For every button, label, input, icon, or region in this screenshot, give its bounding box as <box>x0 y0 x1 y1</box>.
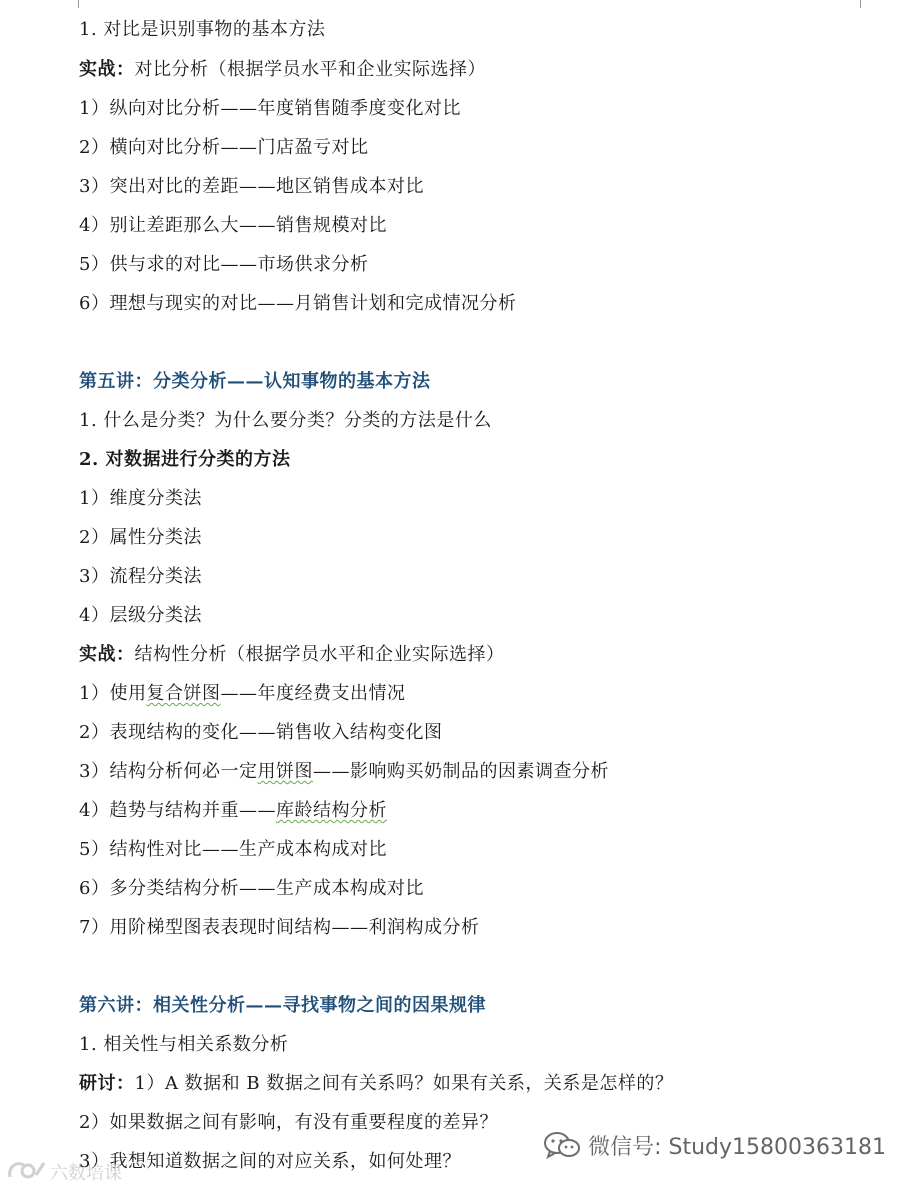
wechat-icon <box>542 1130 582 1160</box>
discussion-line <box>79 1070 673 1098</box>
section-heading-5: 第五讲：分类分析——认知事物的基本方法 <box>79 371 431 392</box>
wechat-id-text: 微信号: Study15800363181 <box>588 1134 886 1160</box>
discussion-text: 1）A 数据和 B 数据之间有关系吗？如果有关系，关系是怎样的？ <box>134 1073 674 1094</box>
list-item <box>79 797 387 825</box>
spellcheck-underlined-text: 复合饼图 <box>146 683 221 704</box>
practice-line <box>79 56 486 84</box>
practice-label: 实战： <box>79 644 135 665</box>
brand-watermark <box>6 1156 122 1188</box>
list-item: 4）别让差距那么大——销售规模对比 <box>79 215 387 236</box>
practice-text: 对比分析（根据学员水平和企业实际选择） <box>134 59 486 80</box>
list-item: 1. 相关性与相关系数分析 <box>79 1034 289 1055</box>
spellcheck-underlined-text: 用饼图 <box>257 761 313 782</box>
list-item: 4）层级分类法 <box>79 605 202 626</box>
list-item <box>79 680 405 708</box>
text-run: ——影响购买奶制品的因素调查分析 <box>312 761 609 782</box>
list-item: 3）我想知道数据之间的对应关系，如何处理？ <box>79 1151 461 1172</box>
page-corner-mark-right <box>860 0 889 8</box>
list-item: 2）横向对比分析——门店盈亏对比 <box>79 137 369 158</box>
spellcheck-underlined-text: 库龄结构分析 <box>275 800 387 821</box>
section-heading-6: 第六讲：相关性分析——寻找事物之间的因果规律 <box>79 995 486 1016</box>
list-item: 5）结构性对比——生产成本构成对比 <box>79 839 387 860</box>
brand-logo-icon <box>6 1157 46 1188</box>
list-item: 1）纵向对比分析——年度销售随季度变化对比 <box>79 98 461 119</box>
brand-text: 六数培课 <box>50 1163 122 1184</box>
practice-text: 结构性分析（根据学员水平和企业实际选择） <box>134 644 505 665</box>
list-item: 1）维度分类法 <box>79 488 202 509</box>
list-item: 3）流程分类法 <box>79 566 202 587</box>
practice-line <box>79 641 505 669</box>
text-run: 3）结构分析何必一定 <box>79 761 258 782</box>
list-item: 7）用阶梯型图表表现时间结构——利润构成分析 <box>79 917 480 938</box>
list-item: 1. 什么是分类？为什么要分类？分类的方法是什么 <box>79 410 492 431</box>
list-item: 5）供与求的对比——市场供求分析 <box>79 254 369 275</box>
list-item: 1. 对比是识别事物的基本方法 <box>79 19 326 40</box>
list-item: 2）表现结构的变化——销售收入结构变化图 <box>79 722 443 743</box>
list-item-bold: 2. 对数据进行分类的方法 <box>79 449 291 470</box>
text-run: 4）趋势与结构并重—— <box>79 800 276 821</box>
list-item: 6）理想与现实的对比——月销售计划和完成情况分析 <box>79 293 517 314</box>
text-run: 1）使用 <box>79 683 147 704</box>
practice-label: 实战： <box>79 59 135 80</box>
list-item: 2）属性分类法 <box>79 527 202 548</box>
list-item: 6）多分类结构分析——生产成本构成对比 <box>79 878 424 899</box>
list-item <box>79 758 609 786</box>
text-run: ——年度经费支出情况 <box>220 683 406 704</box>
list-item: 2）如果数据之间有影响，有没有重要程度的差异？ <box>79 1112 498 1133</box>
list-item: 3）突出对比的差距——地区销售成本对比 <box>79 176 424 197</box>
wechat-watermark <box>542 1128 886 1162</box>
page-corner-mark-left <box>70 0 79 8</box>
discussion-label: 研讨： <box>79 1073 135 1094</box>
